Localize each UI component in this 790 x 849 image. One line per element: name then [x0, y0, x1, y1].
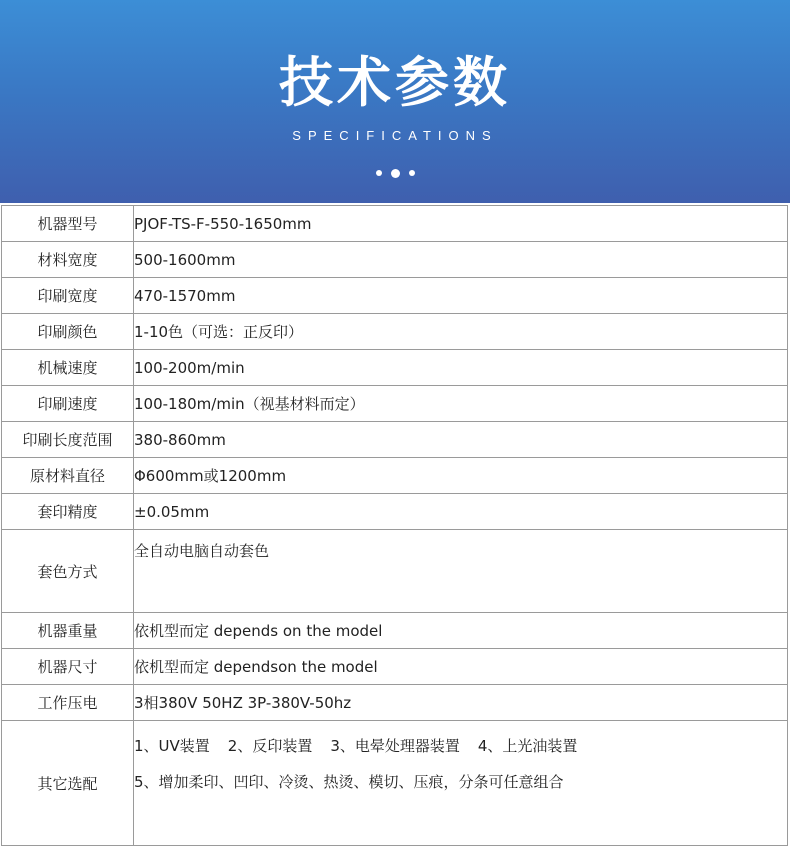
spec-value: 100-200m/min — [134, 350, 788, 386]
dot-icon — [376, 170, 382, 176]
options-line-1 — [134, 728, 787, 764]
spec-value: 500-1600mm — [134, 242, 788, 278]
table-row — [2, 721, 788, 846]
spec-label: 机器型号 — [2, 206, 134, 242]
spec-value: 依机型而定 depends on the model — [134, 613, 788, 649]
options-value — [134, 721, 788, 846]
option-item: 1、UV装置 — [134, 737, 210, 755]
table-row — [2, 386, 788, 422]
spec-label: 工作压电 — [2, 685, 134, 721]
spec-value: 1-10色（可选：正反印） — [134, 314, 788, 350]
spec-value: 100-180m/min（视基材料而定） — [134, 386, 788, 422]
spec-value: Φ600mm或1200mm — [134, 458, 788, 494]
spec-value: 3相380V 50HZ 3P-380V-50hz — [134, 685, 788, 721]
spec-label: 印刷颜色 — [2, 314, 134, 350]
table-row — [2, 350, 788, 386]
option-item: 3、电晕处理器装置 — [330, 737, 460, 755]
options-line-2: 5、增加柔印、凹印、冷烫、热烫、模切、压痕，分条可任意组合 — [134, 773, 564, 791]
header-banner — [0, 0, 790, 203]
spec-value: 依机型而定 dependson the model — [134, 649, 788, 685]
spec-label: 机械速度 — [2, 350, 134, 386]
page-title: 技术参数 — [279, 51, 511, 114]
spec-value: 全自动电脑自动套色 — [134, 530, 788, 613]
option-item: 4、上光油装置 — [477, 737, 578, 755]
table-row — [2, 494, 788, 530]
option-item: 2、反印装置 — [227, 737, 313, 755]
table-row — [2, 458, 788, 494]
table-row — [2, 242, 788, 278]
spec-value: 380-860mm — [134, 422, 788, 458]
page-subtitle: SPECIFICATIONS — [292, 128, 498, 143]
table-row — [2, 206, 788, 242]
options-label: 其它选配 — [2, 721, 134, 846]
spec-label: 机器尺寸 — [2, 649, 134, 685]
spec-value: 470-1570mm — [134, 278, 788, 314]
table-row — [2, 685, 788, 721]
specifications-table — [1, 205, 788, 846]
dot-icon — [391, 169, 400, 178]
spec-label: 原材料直径 — [2, 458, 134, 494]
spec-label: 套印精度 — [2, 494, 134, 530]
decorative-dots — [0, 167, 790, 179]
spec-label: 印刷长度范围 — [2, 422, 134, 458]
table-row — [2, 530, 788, 613]
spec-label: 印刷宽度 — [2, 278, 134, 314]
table-row — [2, 314, 788, 350]
table-row — [2, 649, 788, 685]
spec-value: PJOF-TS-F-550-1650mm — [134, 206, 788, 242]
spec-value: ±0.05mm — [134, 494, 788, 530]
spec-label: 材料宽度 — [2, 242, 134, 278]
spec-label: 套色方式 — [2, 530, 134, 613]
dot-icon — [409, 170, 415, 176]
spec-label: 机器重量 — [2, 613, 134, 649]
table-row — [2, 613, 788, 649]
spec-label: 印刷速度 — [2, 386, 134, 422]
table-row — [2, 278, 788, 314]
table-row — [2, 422, 788, 458]
